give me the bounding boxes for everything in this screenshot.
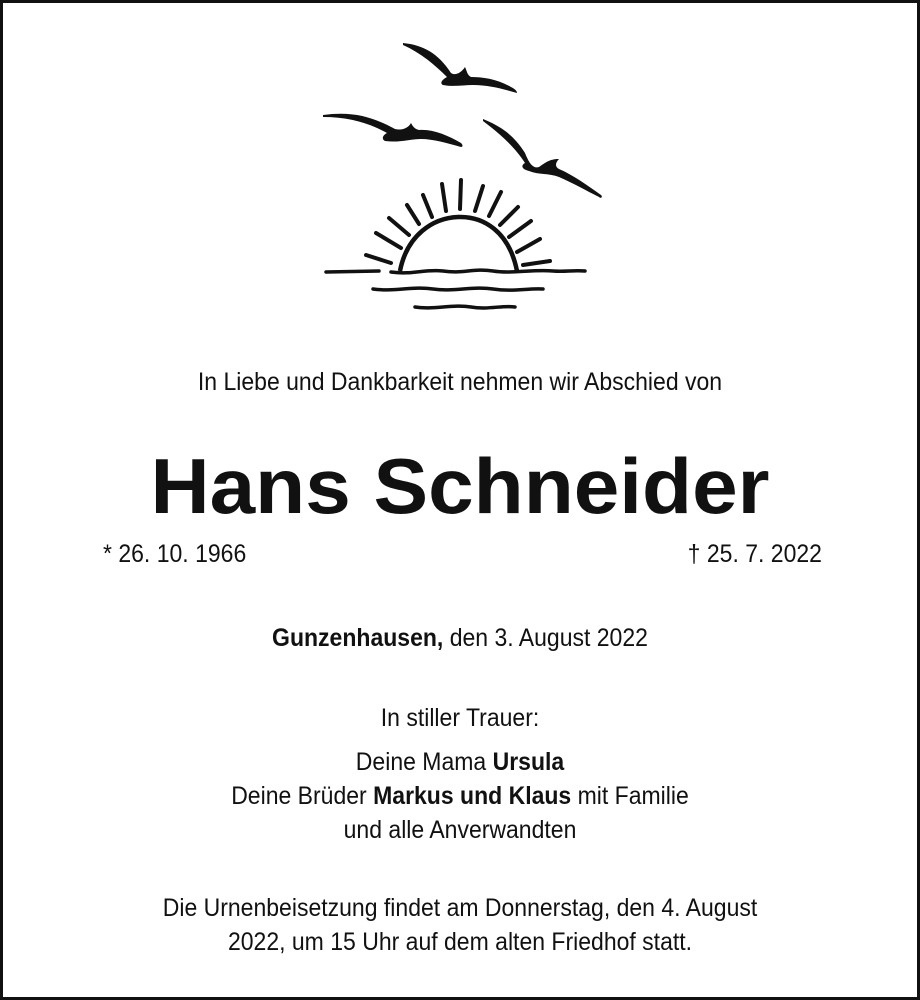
death-date: † 25. 7. 2022 <box>687 540 822 568</box>
birth-date: * 26. 10. 1966 <box>103 540 247 568</box>
intro-text: In Liebe und Dankbarkeit nehmen wir Abschied von <box>197 368 723 396</box>
mourner-brothers-names: Markus und Klaus <box>373 782 572 810</box>
mourner-brothers-prefix: Deine Brüder <box>231 782 367 810</box>
funeral-info-line-2: 2022, um 15 Uhr auf dem alten Friedhof statt. <box>227 928 693 956</box>
mourner-relatives: und alle Anverwandten <box>343 816 577 844</box>
mourner-mother <box>40 747 881 777</box>
mourner-brothers <box>40 781 881 811</box>
notice-date: den 3. August 2022 <box>449 624 648 652</box>
deceased-name: Hans Schneider <box>150 442 770 530</box>
mourner-mother-prefix: Deine Mama <box>355 748 487 776</box>
seagulls-sunset-icon <box>303 23 623 323</box>
funeral-info-line-1: Die Urnenbeisetzung findet am Donnerstag, den 4. August <box>162 894 758 922</box>
place-name: Gunzenhausen, <box>272 624 444 652</box>
mourner-mother-name: Ursula <box>492 748 565 776</box>
place-and-date <box>40 623 881 653</box>
mourner-brothers-suffix: mit Familie <box>577 782 689 810</box>
mourning-heading: In stiller Trauer: <box>380 704 540 732</box>
